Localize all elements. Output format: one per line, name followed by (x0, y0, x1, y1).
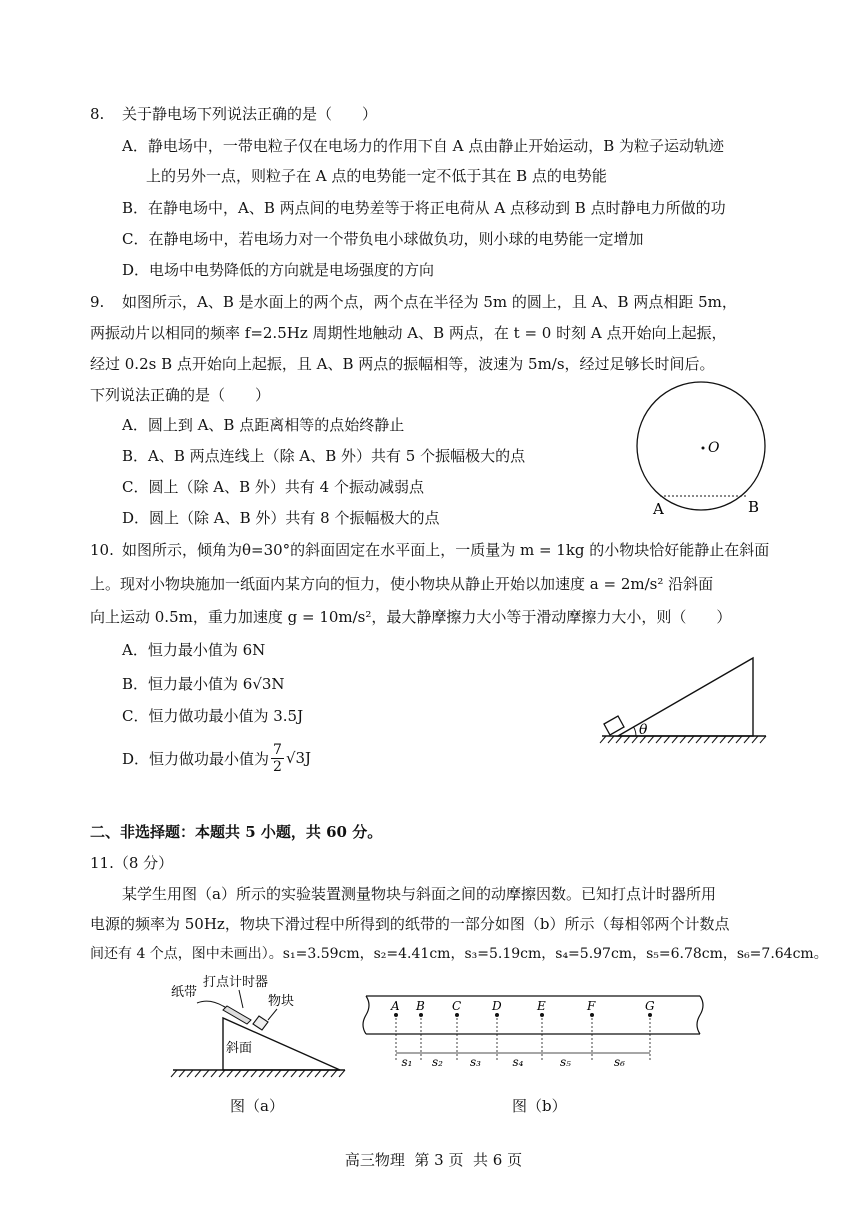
q9-circle-figure (630, 378, 780, 520)
tape-point-dot (455, 1013, 459, 1017)
q11-fig-a-caption: 图（a） (230, 1097, 284, 1115)
q9-stem-line1: 如图所示，A、B 是水面上的两个点，两个点在半径为 5m 的圆上，且 A、B 两点相距 5m， (122, 293, 737, 311)
q10-label-theta: θ (639, 722, 648, 738)
q11-fig-a-timer (223, 1006, 251, 1024)
q11-fig-a-timer-leader (239, 990, 243, 1008)
q11-fig-a-ground-hatch (171, 1070, 345, 1077)
q11-stem-line1: 某学生用图（a）所示的实验装置测量物块与斜面之间的动摩擦因数。已知打点计时器所用 (122, 885, 716, 903)
q10-option-d-suffix: √3J (285, 749, 312, 767)
tape-segment-label: s₄ (512, 1055, 524, 1069)
q11-number: 11.（8 分） (90, 854, 174, 872)
q10-ground-hatch (600, 736, 766, 743)
q9-stem-line2: 两振动片以相同的频率 f=2.5Hz 周期性地触动 A、B 两点，在 t = 0 时刻 A 点开始向上起振， (90, 324, 727, 342)
q10-incline-figure (596, 648, 776, 748)
tape-point-dot (590, 1013, 594, 1017)
tape-point-dot (648, 1013, 652, 1017)
q11-tape-right-end (697, 996, 703, 1034)
q11-stem-line2: 电源的频率为 50Hz，物块下滑过程中所得到的纸带的一部分如图（b）所示（每相邻两个计数点 (90, 915, 730, 933)
q8-option-a-line1: A．静电场中，一带电粒子仅在电场力的作用下自 A 点由静止开始运动，B 为粒子运动轨迹 (122, 137, 724, 155)
q11-fig-a-block (253, 1016, 268, 1030)
section2-title: 二、非选择题：本题共 5 小题，共 60 分。 (90, 823, 383, 841)
q10-fraction-denominator: 2 (273, 758, 282, 775)
q9-label-b: B (748, 498, 760, 516)
q11-stem-line3: 间还有 4 个点，图中未画出）。s₁=3.59cm，s₂=4.41cm，s₃=5.19cm，s₄=5.97cm，s₅=6.78cm，s₆=7.64cm。 (90, 946, 828, 962)
q8-number: 8. (90, 105, 105, 123)
q10-angle-arc (634, 727, 636, 736)
q10-option-d-prefix: D．恒力做功最小值为 (122, 749, 270, 768)
q9-option-d: D．圆上（除 A、B 外）共有 8 个振幅极大的点 (122, 509, 440, 527)
q11-fig-b-caption: 图（b） (512, 1097, 567, 1115)
tape-point-label: E (537, 999, 546, 1013)
tape-segment-label: s₆ (614, 1055, 625, 1069)
q11-tape-left-end (363, 996, 369, 1034)
tape-segment-label: s₂ (432, 1055, 443, 1069)
tape-point-dot (394, 1013, 398, 1017)
q8-option-d: D．电场中电势降低的方向就是电场强度的方向 (122, 261, 435, 279)
q11-tape-points (390, 999, 655, 1062)
tape-point-label: F (587, 999, 596, 1013)
tape-segment-label: s₃ (470, 1055, 481, 1069)
q10-option-d (122, 738, 311, 778)
q10-number: 10. (90, 541, 114, 559)
tape-point-dot (540, 1013, 544, 1017)
q10-option-b: B．恒力最小值为 6√3N (122, 675, 285, 693)
q10-fraction-numerator: 7 (273, 741, 282, 758)
q10-option-a: A．恒力最小值为 6N (122, 641, 266, 659)
q8-option-b: B．在静电场中，A、B 两点间的电势差等于将正电荷从 A 点移动到 B 点时静电力所做的功 (122, 199, 726, 217)
page-footer: 高三物理 第 3 页 共 6 页 (344, 1151, 523, 1169)
tape-segment-label: s₁ (401, 1055, 413, 1069)
q10-stem-line2: 上。现对小物块施加一纸面内某方向的恒力，使小物块从静止开始以加速度 a = 2m/s² 沿斜面 (90, 575, 714, 593)
q8-option-c: C．在静电场中，若电场力对一个带负电小球做负功，则小球的电势能一定增加 (122, 230, 644, 248)
tape-point-dot (419, 1013, 423, 1017)
q11-fig-a-block-leader (268, 1009, 277, 1020)
q9-label-a: A (653, 500, 664, 518)
q11-figure-b (362, 990, 704, 1078)
q9-number: 9. (90, 293, 105, 311)
q10-option-c: C．恒力做功最小值为 3.5J (122, 707, 304, 725)
tape-point-label: B (416, 999, 425, 1013)
q10-stem-line3: 向上运动 0.5m，重力加速度 g = 10m/s²，最大静摩擦力大小等于滑动摩擦力大小，则（ ） (90, 608, 732, 626)
q9-label-o: O (708, 440, 720, 456)
q9-option-a: A．圆上到 A、B 点距离相等的点始终静止 (122, 416, 405, 434)
tape-segment-label: s₅ (560, 1055, 571, 1069)
q9-circle (637, 382, 765, 510)
q9-option-c: C．圆上（除 A、B 外）共有 4 个振动减弱点 (122, 478, 424, 496)
q11-tape-segments (402, 1055, 626, 1069)
q9-center-dot (702, 447, 705, 450)
q11-figure-a (165, 972, 350, 1084)
tape-point-label: C (452, 999, 462, 1013)
q11-fig-a-slope-label: 斜面 (226, 1041, 253, 1056)
q9-stem-line4: 下列说法正确的是（ ） (90, 386, 271, 404)
tape-point-dot (495, 1013, 499, 1017)
q10-block (604, 716, 624, 735)
q9-stem-line3: 经过 0.2s B 点开始向上起振，且 A、B 两点的振幅相等，波速为 5m/s，经过足够长时间后。 (90, 355, 715, 373)
q11-fig-a-tape-label: 纸带 (171, 985, 198, 1000)
q10-stem-line1: 如图所示，倾角为θ=30°的斜面固定在水平面上，一质量为 m = 1kg 的小物块恰好能静止在斜面 (122, 541, 770, 559)
q11-fig-a-timer-label: 打点计时器 (203, 975, 269, 990)
tape-point-label: G (645, 999, 655, 1013)
q8-stem: 关于静电场下列说法正确的是（ ） (122, 105, 378, 123)
tape-point-label: D (492, 999, 502, 1013)
tape-point-label: A (391, 999, 400, 1013)
q11-fig-a-block-label: 物块 (268, 994, 295, 1009)
q10-fraction (271, 742, 284, 775)
q8-option-a-line2: 上的另外一点，则粒子在 A 点的电势能一定不低于其在 B 点的电势能 (146, 167, 607, 185)
q9-option-b: B．A、B 两点连线上（除 A、B 外）共有 5 个振幅极大的点 (122, 447, 526, 465)
